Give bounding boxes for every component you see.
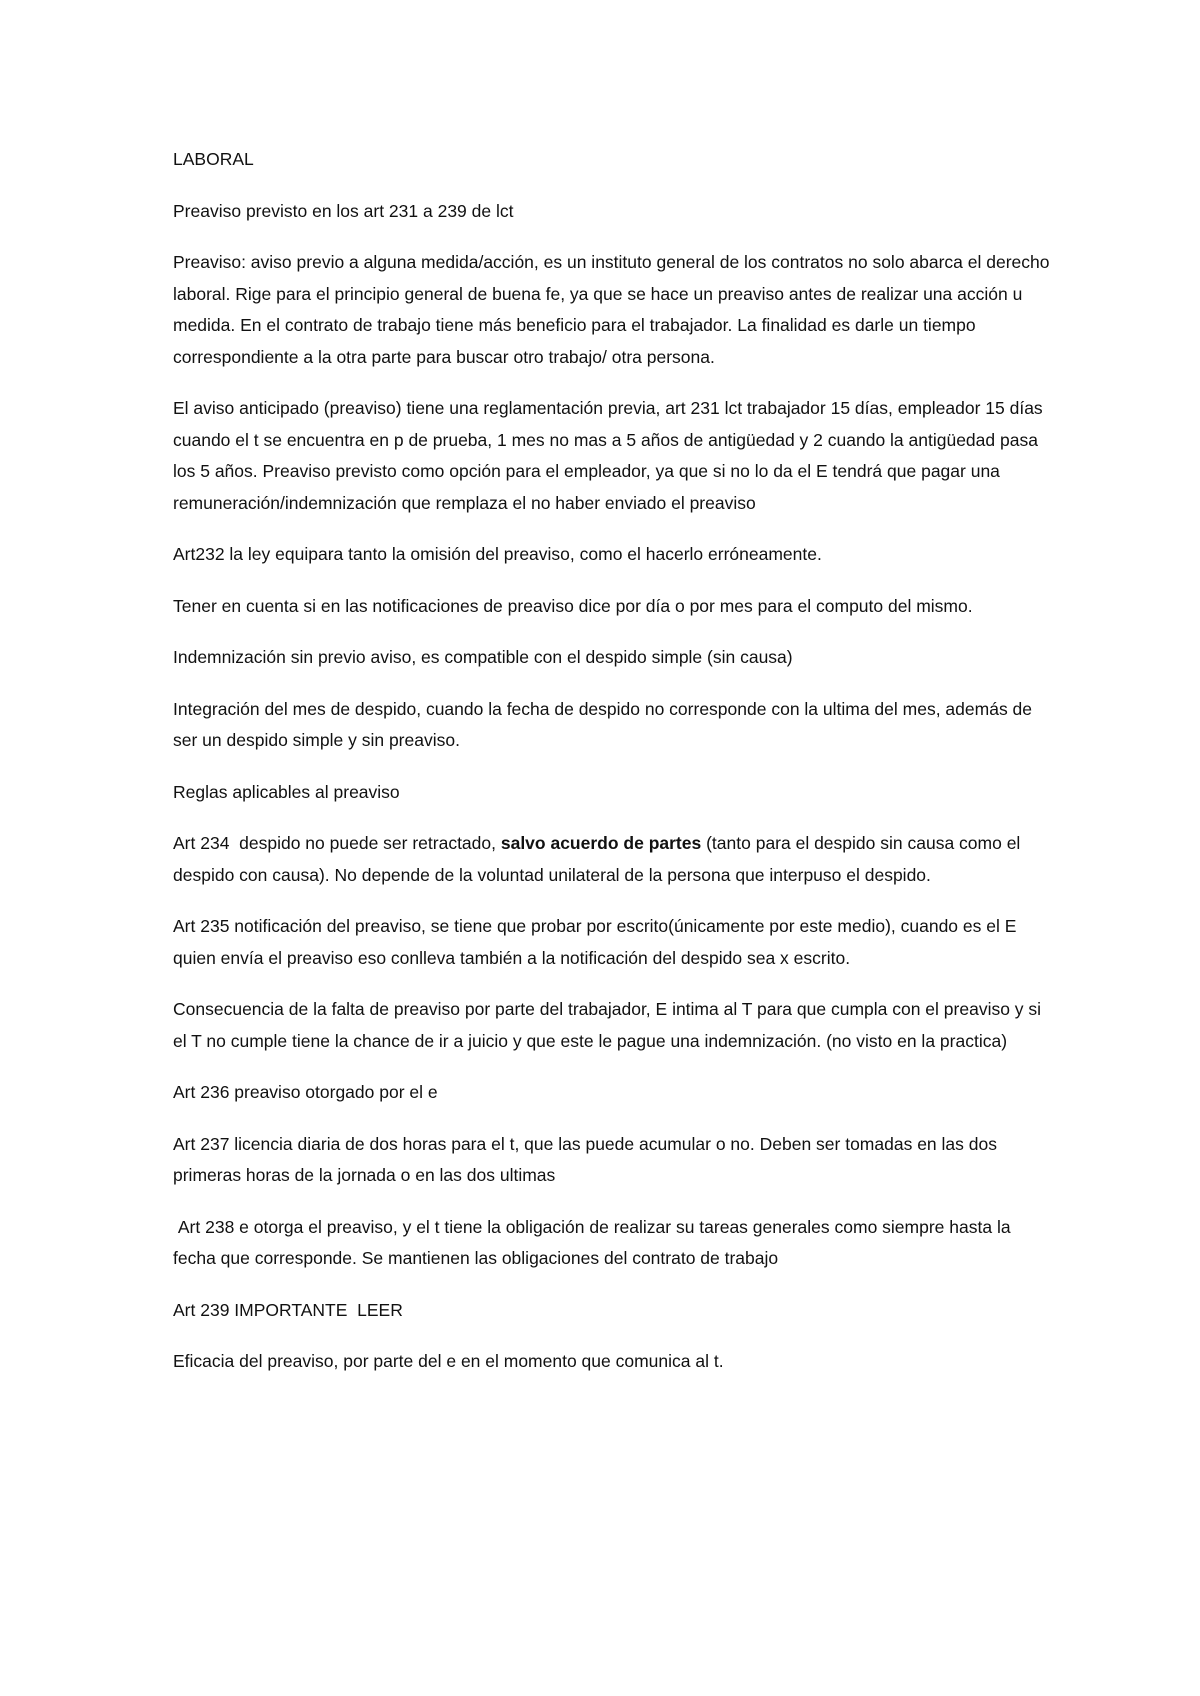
paragraph-consecuencia: Consecuencia de la falta de preaviso por parte del trabajador, E intima al T para que cumpla con el preaviso y si el T no cumple tiene la chance de ir a juicio y que este le pague una indemnización. (no visto en la practica) (173, 999, 1042, 1051)
art-234-text-after: (tanto para el despido sin causa como el despido con causa). No depende de la voluntad unilateral de la persona que interpuso el despido. (173, 833, 1021, 885)
paragraph-integracion-mes: Integración del mes de despido, cuando la fecha de despido no corresponde con la ultima del mes, además de ser un despido simple y sin preaviso. (173, 698, 1033, 750)
document-title: LABORAL (173, 149, 254, 169)
paragraph-preaviso-previsto: Preaviso previsto en los art 231 a 239 de lct (173, 200, 514, 221)
document-body (173, 144, 1053, 1398)
paragraph-art-238: Art 238 e otorga el preaviso, y el t tiene la obligación de realizar su tareas generales como siempre hasta la fecha que corresponde. Se mantienen las obligaciones del contrato de trabajo (173, 1216, 1016, 1268)
paragraph-aviso-anticipado: El aviso anticipado (preaviso) tiene una reglamentación previa, art 231 lct trabajador 15 días, empleador 15 días cuando el t se encuentra en p de prueba, 1 mes no mas a 5 años de antigüedad y 2 cuando la antigüedad pasa los 5 años. Preaviso previsto como opción para el empleador, ya que si no lo da el E tendrá que pagar una remuneración/indemnización que remplaza el no haber enviado el preaviso (173, 398, 1043, 513)
paragraph-eficacia: Eficacia del preaviso, por parte del e en el momento que comunica al t. (173, 1351, 724, 1371)
paragraph-reglas-aplicables: Reglas aplicables al preaviso (173, 781, 400, 802)
paragraph-art-232: Art232 la ley equipara tanto la omisión del preaviso, como el hacerlo erróneamente. (173, 544, 822, 564)
paragraph-art-239: Art 239 IMPORTANTE LEER (173, 1299, 403, 1320)
paragraph-notificaciones: Tener en cuenta si en las notificaciones de preaviso dice por día o por mes para el computo del mismo. (173, 595, 973, 616)
paragraph-indemnizacion: Indemnización sin previo aviso, es compatible con el despido simple (sin causa) (173, 647, 793, 667)
art-234-text-before: Art 234 despido no puede ser retractado, (173, 833, 501, 853)
paragraph-definicion-preaviso: Preaviso: aviso previo a alguna medida/acción, es un instituto general de los contratos no solo abarca el derecho laboral. Rige para el principio general de buena fe, ya que se hace un preaviso antes de realizar una acción u medida. En el contrato de trabajo tiene más beneficio para el trabajador. La finalidad es darle un tiempo correspondiente a la otra parte para buscar otro trabajo/ otra persona. (173, 252, 1050, 367)
paragraph-art-235: Art 235 notificación del preaviso, se tiene que probar por escrito(únicamente por este medio), cuando es el E quien envía el preaviso eso conlleva también a la notificación del despido sea x escrito. (173, 916, 1017, 968)
paragraph-art-236: Art 236 preaviso otorgado por el e (173, 1082, 438, 1102)
paragraph-art-237: Art 237 licencia diaria de dos horas para el t, que las puede acumular o no. Deben ser tomadas en las dos primeras horas de la jornada o en las dos ultimas (173, 1133, 997, 1185)
paragraph-art-234 (173, 828, 1053, 891)
art-234-bold-text: salvo acuerdo de partes (500, 833, 702, 853)
